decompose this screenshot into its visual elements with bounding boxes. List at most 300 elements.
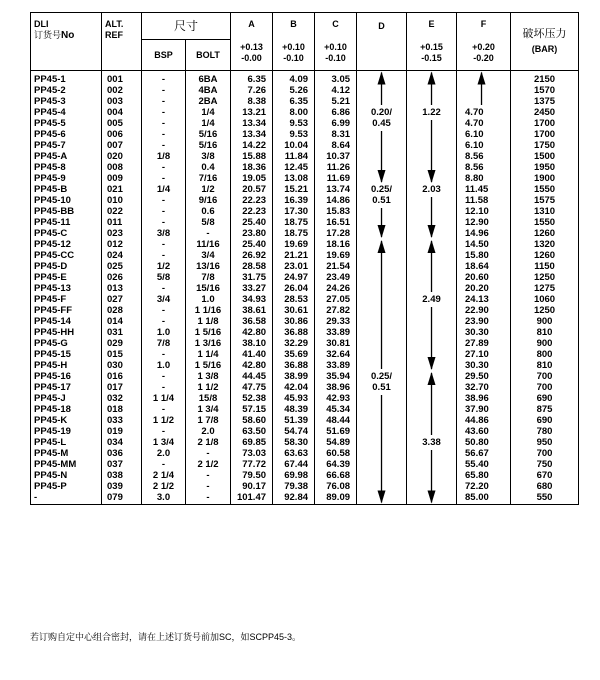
c-header-label: C — [332, 19, 339, 29]
dim-b-cell: 36.88 — [273, 360, 315, 371]
bsp-cell: 1/2 — [142, 261, 186, 272]
dim-a-cell: 14.22 — [231, 140, 273, 151]
dim-b-cell: 11.84 — [273, 151, 315, 162]
dim-d-cell — [357, 129, 407, 140]
table-row — [31, 173, 579, 184]
burst-pressure-cell: 1700 — [511, 118, 579, 129]
bolt-cell: 7/16 — [186, 173, 231, 184]
dim-a-cell: 28.58 — [231, 261, 273, 272]
dim-c-cell: 6.86 — [315, 107, 357, 118]
dim-b-cell: 8.00 — [273, 107, 315, 118]
table-row — [31, 184, 579, 195]
dim-e-cell — [407, 393, 457, 404]
bolt-cell: 6BA — [186, 71, 231, 86]
bolt-cell: 1 1/2 — [186, 382, 231, 393]
dim-a-cell: 20.57 — [231, 184, 273, 195]
dim-b-cell: 63.63 — [273, 448, 315, 459]
dli-no-cell: PP45-CC — [31, 250, 102, 261]
dim-f-cell: 44.86 — [457, 415, 511, 426]
alt-ref-cell: 001 — [102, 71, 142, 86]
table-row — [31, 206, 579, 217]
spec-table — [30, 12, 579, 505]
table-row — [31, 448, 579, 459]
dim-a-cell: 7.26 — [231, 85, 273, 96]
table-row — [31, 96, 579, 107]
dim-f-cell: 6.10 — [457, 129, 511, 140]
bolt-cell: 2.0 — [186, 426, 231, 437]
alt-ref-cell: 033 — [102, 415, 142, 426]
dim-b-cell: 5.26 — [273, 85, 315, 96]
dim-b-cell: 35.69 — [273, 349, 315, 360]
dim-a-cell: 58.60 — [231, 415, 273, 426]
alt-ref-cell: 036 — [102, 448, 142, 459]
dim-a-cell: 22.23 — [231, 195, 273, 206]
dli-no-cell: PP45-G — [31, 338, 102, 349]
dim-e-cell — [407, 140, 457, 151]
burst-pressure-cell: 700 — [511, 448, 579, 459]
dim-e-cell — [407, 96, 457, 107]
bsp-cell: 5/8 — [142, 272, 186, 283]
dim-a-cell: 13.34 — [231, 129, 273, 140]
dim-a-cell: 18.36 — [231, 162, 273, 173]
dim-b-cell: 54.74 — [273, 426, 315, 437]
bsp-cell: 1 1/4 — [142, 393, 186, 404]
dim-a-cell: 31.75 — [231, 272, 273, 283]
dim-a-cell: 57.15 — [231, 404, 273, 415]
burst-pressure-cell: 1750 — [511, 140, 579, 151]
bolt-cell: 1.0 — [186, 294, 231, 305]
dli-no-cell: PP45-1 — [31, 71, 102, 86]
dim-c-cell: 21.54 — [315, 261, 357, 272]
dim-d-cell — [357, 492, 407, 505]
alt-ref-cell: 037 — [102, 459, 142, 470]
burst-pressure-cell: 690 — [511, 415, 579, 426]
alt-ref-cell: 034 — [102, 437, 142, 448]
burst-pressure-cell: 2450 — [511, 107, 579, 118]
table-row — [31, 338, 579, 349]
dim-c-cell: 13.74 — [315, 184, 357, 195]
dim-e-cell — [407, 448, 457, 459]
dim-d-cell — [357, 228, 407, 239]
dli-no-cell: PP45-15 — [31, 349, 102, 360]
dim-d-cell — [357, 448, 407, 459]
dim-e-cell — [407, 316, 457, 327]
dli-no-cell: PP45-B — [31, 184, 102, 195]
bsp-cell: - — [142, 71, 186, 86]
burst-pressure-cell: 1320 — [511, 239, 579, 250]
dim-c-cell: 76.08 — [315, 481, 357, 492]
dim-a-cell: 77.72 — [231, 459, 273, 470]
bsp-cell: - — [142, 316, 186, 327]
dim-d-cell — [357, 294, 407, 305]
burst-pressure-cell: 900 — [511, 338, 579, 349]
dim-f-cell: 20.60 — [457, 272, 511, 283]
bsp-cell: 3/4 — [142, 294, 186, 305]
dim-b-cell: 26.04 — [273, 283, 315, 294]
alt-ref-cell: 024 — [102, 250, 142, 261]
bolt-cell: 5/16 — [186, 140, 231, 151]
burst-pressure-cell: 550 — [511, 492, 579, 505]
dim-b-cell: 6.35 — [273, 96, 315, 107]
dim-e-cell — [407, 382, 457, 393]
dim-c-cell: 14.86 — [315, 195, 357, 206]
dim-a-cell: 42.80 — [231, 327, 273, 338]
dim-e-cell — [407, 283, 457, 294]
alt-ref-cell: 016 — [102, 371, 142, 382]
dim-c-cell: 54.89 — [315, 437, 357, 448]
f-tol-minus: -0.20 — [473, 53, 494, 63]
alt-ref-cell: 030 — [102, 360, 142, 371]
dim-e-cell — [407, 470, 457, 481]
dli-no-cell: PP45-16 — [31, 371, 102, 382]
bsp-cell: - — [142, 96, 186, 107]
bolt-cell: 7/8 — [186, 272, 231, 283]
dim-d-cell — [357, 162, 407, 173]
dim-d-cell — [357, 393, 407, 404]
dim-f-cell: 37.90 — [457, 404, 511, 415]
d-header — [357, 13, 407, 71]
bolt-cell: 15/16 — [186, 283, 231, 294]
burst-pressure-cell: 800 — [511, 349, 579, 360]
dim-b-cell: 48.39 — [273, 404, 315, 415]
bolt-cell: 0.4 — [186, 162, 231, 173]
dli-no-cell: PP45-4 — [31, 107, 102, 118]
dim-e-cell — [407, 305, 457, 316]
dim-e-cell — [407, 173, 457, 184]
dim-a-cell: 52.38 — [231, 393, 273, 404]
table-row — [31, 437, 579, 448]
burst-pressure-cell: 690 — [511, 393, 579, 404]
table-row — [31, 151, 579, 162]
dim-b-cell: 36.88 — [273, 327, 315, 338]
table-row — [31, 228, 579, 239]
dim-d-cell — [357, 239, 407, 250]
dim-d-cell — [357, 470, 407, 481]
dim-f-cell: 18.64 — [457, 261, 511, 272]
dim-f-cell: 11.45 — [457, 184, 511, 195]
bolt-cell: 1/4 — [186, 118, 231, 129]
a-tol-minus: -0.00 — [241, 53, 262, 63]
alt-header-line2: REF — [105, 30, 123, 40]
dim-f-cell: 8.56 — [457, 162, 511, 173]
d-tolerance-label: 0.51 — [357, 382, 407, 393]
dim-c-cell: 3.05 — [315, 71, 357, 86]
burst-pressure-cell: 1375 — [511, 96, 579, 107]
alt-ref-cell: 002 — [102, 85, 142, 96]
table-row — [31, 360, 579, 371]
dim-a-cell: 33.27 — [231, 283, 273, 294]
size-header: 尺寸 — [142, 13, 231, 40]
dim-f-cell: 8.80 — [457, 173, 511, 184]
bsp-cell: 1 1/2 — [142, 415, 186, 426]
burst-pressure-cell: 1150 — [511, 261, 579, 272]
dli-header-line1: DLI — [34, 19, 49, 29]
alt-ref-header — [102, 13, 142, 71]
burst-pressure-cell: 1250 — [511, 305, 579, 316]
dim-a-cell: 36.58 — [231, 316, 273, 327]
bolt-cell: - — [186, 481, 231, 492]
dim-f-cell: 8.56 — [457, 151, 511, 162]
table-row — [31, 261, 579, 272]
dim-d-cell — [357, 173, 407, 184]
dim-f-cell: 65.80 — [457, 470, 511, 481]
dim-f-cell: 4.70 — [457, 107, 511, 118]
dim-b-cell: 45.93 — [273, 393, 315, 404]
dim-c-cell: 35.94 — [315, 371, 357, 382]
alt-ref-cell: 004 — [102, 107, 142, 118]
bolt-cell: 1 5/16 — [186, 360, 231, 371]
dim-e-cell — [407, 261, 457, 272]
bolt-cell: - — [186, 228, 231, 239]
c-header — [315, 13, 357, 71]
bsp-cell: - — [142, 118, 186, 129]
dim-f-cell: 14.96 — [457, 228, 511, 239]
dim-f-cell: 50.80 — [457, 437, 511, 448]
bolt-cell: 4BA — [186, 85, 231, 96]
dim-a-cell: 25.40 — [231, 239, 273, 250]
dim-e-cell — [407, 338, 457, 349]
table-row — [31, 107, 579, 118]
bsp-cell: 2 1/2 — [142, 481, 186, 492]
dim-a-cell: 8.38 — [231, 96, 273, 107]
dim-e-cell — [407, 239, 457, 250]
bsp-cell: - — [142, 85, 186, 96]
dli-no-cell: PP45-N — [31, 470, 102, 481]
dim-b-cell: 19.69 — [273, 239, 315, 250]
dim-d-cell — [357, 250, 407, 261]
dim-a-cell: 73.03 — [231, 448, 273, 459]
dim-c-cell: 16.51 — [315, 217, 357, 228]
footnote: 若订购自定中心组合密封，请在上述订货号前加SC，如SCPP45-3。 — [30, 632, 302, 642]
bsp-cell: - — [142, 206, 186, 217]
dim-a-cell: 6.35 — [231, 71, 273, 86]
dim-a-cell: 13.34 — [231, 118, 273, 129]
dim-d-cell — [357, 316, 407, 327]
bolt-cell: 1 1/16 — [186, 305, 231, 316]
a-tol-plus: +0.13 — [240, 42, 263, 52]
b-header-label: B — [290, 19, 297, 29]
dli-no-cell: PP45-E — [31, 272, 102, 283]
e-tol-minus: -0.15 — [421, 53, 442, 63]
dli-no-cell: PP45-19 — [31, 426, 102, 437]
dli-no-cell: PP45-M — [31, 448, 102, 459]
dim-f-cell: 55.40 — [457, 459, 511, 470]
dim-b-cell: 58.30 — [273, 437, 315, 448]
table-body — [31, 71, 579, 505]
dim-b-cell: 42.04 — [273, 382, 315, 393]
table-row — [31, 250, 579, 261]
dim-c-cell: 8.64 — [315, 140, 357, 151]
dim-d-cell — [357, 305, 407, 316]
dim-a-cell: 26.92 — [231, 250, 273, 261]
bsp-cell: 7/8 — [142, 338, 186, 349]
dim-f-cell: 27.10 — [457, 349, 511, 360]
bolt-cell: 1 3/4 — [186, 404, 231, 415]
dim-b-cell: 38.99 — [273, 371, 315, 382]
dim-d-cell — [357, 71, 407, 86]
pressure-header — [511, 13, 579, 71]
dim-f-cell: 12.90 — [457, 217, 511, 228]
alt-ref-cell: 007 — [102, 140, 142, 151]
dli-no-cell: PP45-F — [31, 294, 102, 305]
alt-ref-cell: 021 — [102, 184, 142, 195]
dli-no-cell: PP45-8 — [31, 162, 102, 173]
dli-no-cell: PP45-11 — [31, 217, 102, 228]
a-header-label: A — [248, 19, 255, 29]
burst-pressure-cell: 1570 — [511, 85, 579, 96]
dim-a-cell: 41.40 — [231, 349, 273, 360]
dim-a-cell: 13.21 — [231, 107, 273, 118]
bsp-cell: 1.0 — [142, 327, 186, 338]
dim-a-cell: 79.50 — [231, 470, 273, 481]
table-row — [31, 305, 579, 316]
table-row — [31, 382, 579, 393]
bsp-cell: - — [142, 459, 186, 470]
dli-no-cell: PP45-D — [31, 261, 102, 272]
bsp-cell: - — [142, 107, 186, 118]
alt-ref-cell: 010 — [102, 195, 142, 206]
bolt-cell: - — [186, 470, 231, 481]
dim-f-cell: 15.80 — [457, 250, 511, 261]
dli-no-cell: PP45-P — [31, 481, 102, 492]
burst-pressure-cell: 1950 — [511, 162, 579, 173]
dim-b-cell: 79.38 — [273, 481, 315, 492]
dim-b-cell: 15.21 — [273, 184, 315, 195]
dim-a-cell: 19.05 — [231, 173, 273, 184]
burst-pressure-cell: 700 — [511, 371, 579, 382]
dli-no-cell: PP45-MM — [31, 459, 102, 470]
dim-a-cell: 38.61 — [231, 305, 273, 316]
alt-ref-cell: 031 — [102, 327, 142, 338]
burst-pressure-cell: 1700 — [511, 129, 579, 140]
dim-d-cell — [357, 327, 407, 338]
table-row — [31, 162, 579, 173]
alt-ref-cell: 019 — [102, 426, 142, 437]
alt-ref-cell: 026 — [102, 272, 142, 283]
table-row — [31, 195, 579, 206]
dli-no-cell: PP45-K — [31, 415, 102, 426]
dim-b-cell: 9.53 — [273, 118, 315, 129]
table-row — [31, 492, 579, 505]
dim-d-cell — [357, 437, 407, 448]
dim-b-cell: 30.86 — [273, 316, 315, 327]
dim-d-cell — [357, 217, 407, 228]
bsp-cell: 2.0 — [142, 448, 186, 459]
table-row — [31, 283, 579, 294]
burst-pressure-cell: 670 — [511, 470, 579, 481]
burst-pressure-cell: 875 — [511, 404, 579, 415]
table-row — [31, 327, 579, 338]
d-tolerance-label: 0.51 — [357, 195, 407, 206]
bolt-cell: 1 7/8 — [186, 415, 231, 426]
table-row — [31, 118, 579, 129]
c-tol-plus: +0.10 — [324, 42, 347, 52]
alt-ref-cell: 011 — [102, 217, 142, 228]
dim-c-cell: 89.09 — [315, 492, 357, 505]
dli-no-cell: PP45-2 — [31, 85, 102, 96]
dim-b-cell: 32.29 — [273, 338, 315, 349]
dli-header-line2: 订货号 — [34, 30, 62, 40]
bsp-cell: - — [142, 140, 186, 151]
alt-ref-cell: 015 — [102, 349, 142, 360]
bsp-cell: 3/8 — [142, 228, 186, 239]
bsp-cell: - — [142, 404, 186, 415]
bolt-cell: 15/8 — [186, 393, 231, 404]
bolt-cell: 11/16 — [186, 239, 231, 250]
alt-ref-cell: 025 — [102, 261, 142, 272]
dli-no-cell: PP45-HH — [31, 327, 102, 338]
dim-e-cell — [407, 118, 457, 129]
table-row — [31, 129, 579, 140]
alt-ref-cell: 009 — [102, 173, 142, 184]
bsp-header: BSP — [142, 40, 186, 71]
dim-f-cell: 56.67 — [457, 448, 511, 459]
dim-a-cell: 23.80 — [231, 228, 273, 239]
bolt-cell: 3/8 — [186, 151, 231, 162]
burst-pressure-cell: 680 — [511, 481, 579, 492]
burst-pressure-cell: 1060 — [511, 294, 579, 305]
burst-pressure-cell: 810 — [511, 360, 579, 371]
bolt-cell: 1/4 — [186, 107, 231, 118]
alt-ref-cell: 032 — [102, 393, 142, 404]
dim-e-cell — [407, 272, 457, 283]
bolt-cell: 1 1/8 — [186, 316, 231, 327]
bolt-cell: 0.6 — [186, 206, 231, 217]
bolt-cell: 2 1/2 — [186, 459, 231, 470]
e-header — [407, 13, 457, 71]
dim-c-cell: 45.34 — [315, 404, 357, 415]
burst-pressure-cell: 1500 — [511, 151, 579, 162]
d-tolerance-label: 0.25/ — [357, 371, 407, 382]
dim-c-cell: 38.96 — [315, 382, 357, 393]
dim-d-cell — [357, 140, 407, 151]
b-tol-minus: -0.10 — [283, 53, 304, 63]
dim-e-cell — [407, 481, 457, 492]
dim-c-cell: 42.93 — [315, 393, 357, 404]
table-row — [31, 294, 579, 305]
dim-a-cell: 47.75 — [231, 382, 273, 393]
dim-d-cell — [357, 338, 407, 349]
table-row — [31, 217, 579, 228]
dim-a-cell: 101.47 — [231, 492, 273, 505]
bsp-cell: - — [142, 173, 186, 184]
dli-no-cell: PP45-J — [31, 393, 102, 404]
dli-no-cell: PP45-5 — [31, 118, 102, 129]
burst-pressure-cell: 900 — [511, 316, 579, 327]
dim-e-cell — [407, 250, 457, 261]
dim-b-cell: 21.21 — [273, 250, 315, 261]
dim-c-cell: 32.64 — [315, 349, 357, 360]
dim-d-cell — [357, 404, 407, 415]
dim-c-cell: 4.12 — [315, 85, 357, 96]
dim-f-cell: 30.30 — [457, 327, 511, 338]
dim-a-cell: 22.23 — [231, 206, 273, 217]
dim-f-cell: 20.20 — [457, 283, 511, 294]
dim-b-cell: 12.45 — [273, 162, 315, 173]
alt-ref-cell: 014 — [102, 316, 142, 327]
dim-b-cell: 92.84 — [273, 492, 315, 505]
e-header-label: E — [428, 19, 435, 29]
b-header — [273, 13, 315, 71]
bolt-header: BOLT — [186, 40, 231, 71]
burst-pressure-cell: 950 — [511, 437, 579, 448]
dim-d-cell — [357, 206, 407, 217]
dim-e-cell — [407, 162, 457, 173]
dim-c-cell: 33.89 — [315, 327, 357, 338]
dim-f-cell: 6.10 — [457, 140, 511, 151]
dim-b-cell: 28.53 — [273, 294, 315, 305]
dli-no-cell: PP45-A — [31, 151, 102, 162]
